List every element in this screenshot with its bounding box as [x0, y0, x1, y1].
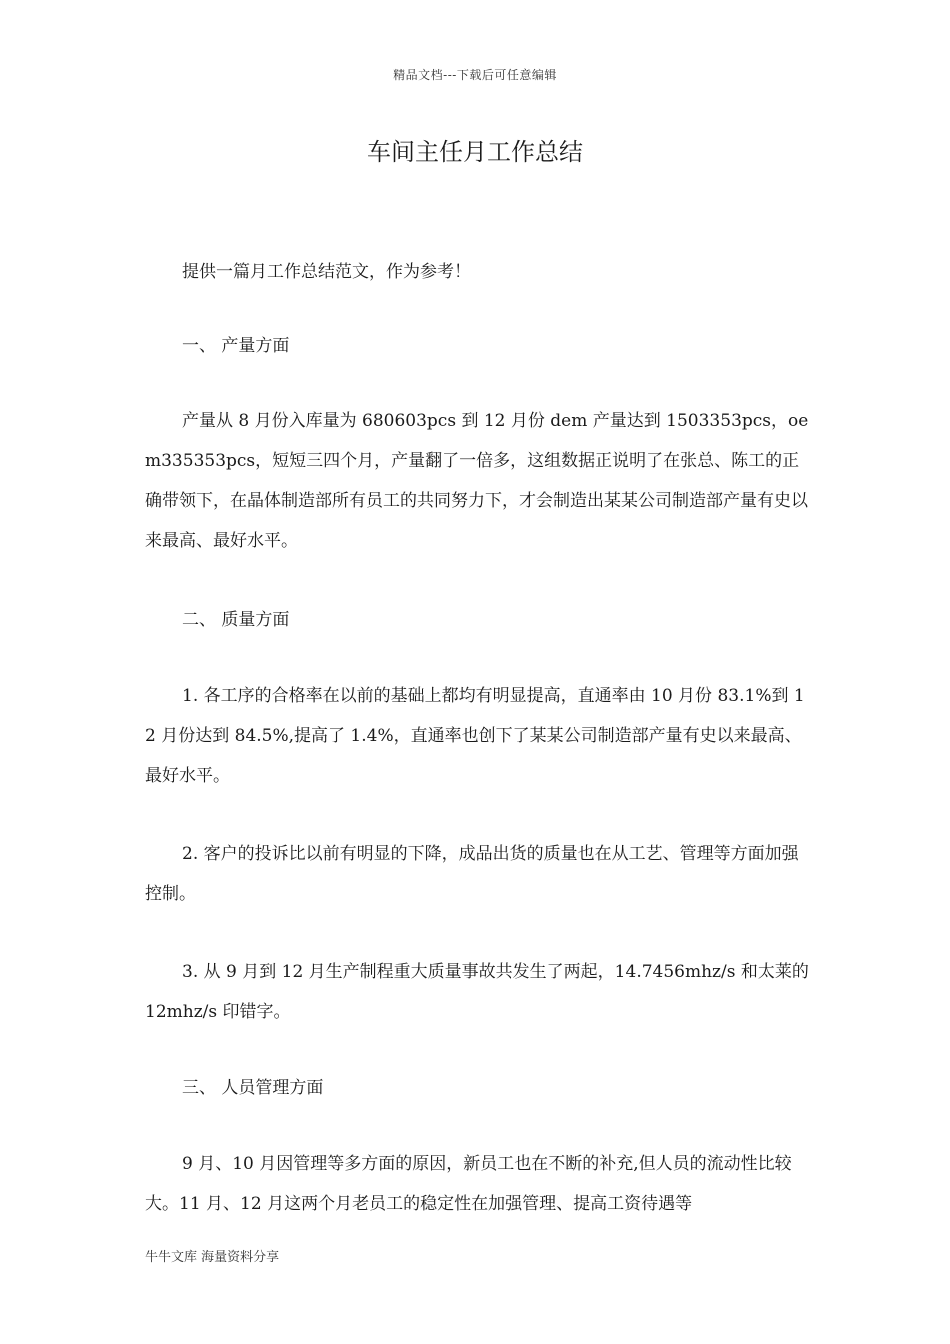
- document-title: 车间主任月工作总结: [367, 138, 583, 166]
- header-note: 精品文档---下载后可任意编辑: [393, 68, 557, 82]
- paragraph-output: 产量从 8 月份入库量为 680603pcs 到 12 月份 dem 产量达到 1503353pcs，oem335353pcs，短短三四个月，产量翻了一倍多，这组数据正说明了在张总、陈工的正确带领下，在晶体制造部所有员工的共同努力下，才会制造出某某公司制造部产量有史以来最高、最好水平。: [145, 411, 809, 551]
- section-heading-output: 一、 产量方面: [182, 336, 290, 356]
- paragraph-quality-2: 2. 客户的投诉比以前有明显的下降，成品出货的质量也在从工艺、管理等方面加强控制。: [145, 844, 799, 904]
- intro-paragraph: 提供一篇月工作总结范文，作为参考！: [182, 262, 471, 282]
- paragraph-staff: 9 月、10 月因管理等多方面的原因，新员工也在不断的补充,但人员的流动性比较大。11 月、12 月这两个月老员工的稳定性在加强管理、提高工资待遇等: [145, 1154, 792, 1214]
- section-heading-staff: 三、 人员管理方面: [182, 1078, 324, 1098]
- footer-note: 牛牛文库 海量资料分享: [145, 1250, 280, 1265]
- paragraph-quality-1: 1. 各工序的合格率在以前的基础上都均有明显提高，直通率由 10 月份 83.1%到 12 月份达到 84.5%,提高了 1.4%，直通率也创下了某某公司制造部产量有史以来最高、最好水平。: [145, 686, 805, 786]
- paragraph-quality-3: 3. 从 9 月到 12 月生产制程重大质量事故共发生了两起，14.7456mhz/s 和太莱的 12mhz/s 印错字。: [145, 962, 809, 1022]
- section-heading-quality: 二、 质量方面: [182, 610, 290, 630]
